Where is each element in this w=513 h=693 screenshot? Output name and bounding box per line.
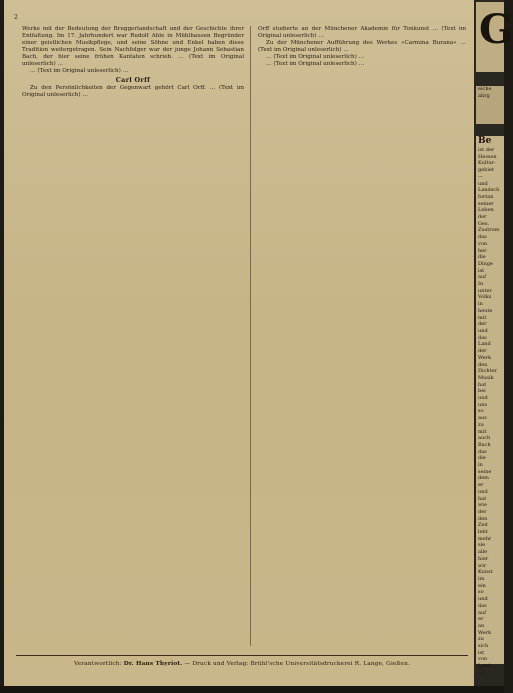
adjacent-text-line: unter [478,287,492,294]
adjacent-text-line: heute [478,307,493,314]
adjacent-text-line: zu [478,421,484,428]
adjacent-text-line: aus [478,415,487,422]
adjacent-text-line: Landsch [478,187,500,194]
adjacent-text-line: Werk [478,629,492,636]
adjacent-text-line: an [478,622,485,629]
column-divider [250,26,251,646]
adjacent-text-line: Zeit [478,522,489,529]
adjacent-text-line: mit [478,314,487,321]
adjacent-text-line: die [478,455,486,462]
adjacent-text-line: er [478,482,484,489]
adjacent-text-line: auch [478,435,491,442]
adjacent-headline-fragment: G [479,6,513,53]
adjacent-text-line: sie [478,542,486,549]
newspaper-sheet [4,0,474,686]
adjacent-text-line: Dinge [478,260,493,267]
adjacent-text-line: — [478,669,483,676]
section-title-carl-orff: Carl Orff [115,75,151,84]
adjacent-text-line: von [478,656,488,663]
left-column [22,26,244,646]
adjacent-text-line: in [478,462,483,469]
adjacent-text-line: Musik [478,374,494,381]
imprint-line [16,661,468,667]
adjacent-text-line: hat [478,495,487,502]
imprint-label: Verantwortlich: [73,661,122,667]
adjacent-text-line: Werk [478,354,492,361]
adjacent-text-line: Zustrom [478,227,500,234]
right-paragraph-2: Zu der Münchener Aufführung des Werkes »Carmina Burana« … (Text im Original unleserlich) … [258,39,466,53]
adjacent-text-line: auf [478,609,487,616]
adjacent-text-line: Kunst [478,569,493,576]
adjacent-text-line: den [478,515,488,522]
adjacent-text-line: der [478,508,487,515]
adjacent-text-line: auf [478,274,487,281]
adjacent-text-line: mit [478,428,487,435]
adjacent-subhead-line: ahrg [478,92,490,99]
adjacent-text-line: seiner [478,200,494,207]
adjacent-text-line: und [478,596,488,603]
adjacent-text-line: ist [478,649,485,656]
adjacent-text-line: Ges. [478,220,490,227]
adjacent-heading-fragment: Be [478,136,492,146]
adjacent-text-line: das [478,602,487,609]
adjacent-text-line: so [478,408,484,415]
adjacent-text-line: das [478,334,487,341]
adjacent-text-line: der [478,214,487,221]
adjacent-subhead-line: eiche [478,86,492,92]
right-paragraph-3: … (Text im Original unleserlich) … [266,53,365,60]
adjacent-text-line: dem [478,475,489,482]
adjacent-text-line: lebt [478,529,488,536]
adjacent-text-line: ist der [478,147,495,153]
adjacent-text-line: wir [478,562,487,569]
adjacent-text-line: ist [478,267,485,274]
photo-bottom-shadow [0,686,504,693]
adjacent-text-line: Bach [478,441,491,448]
adjacent-text-line: Land [478,341,491,348]
right-paragraph-1: Orff studierte an der Münchener Akademie für Tonkunst … (Text im Original unleserlich) … [258,26,466,39]
adjacent-text-line: Hessen [478,153,497,160]
right-paragraph-4: … (Text im Original unleserlich) … [266,60,365,67]
adjacent-text-lines [476,147,504,677]
adjacent-text-line: zu [478,636,484,643]
adjacent-page-column [476,136,504,676]
adjacent-text-line: alle [478,549,488,556]
adjacent-text-line: und [478,180,488,187]
adjacent-text-line: das [478,234,487,241]
adjacent-text-line: uns [478,401,488,408]
adjacent-text-line: fortan [478,193,494,200]
imprint-publisher: — Druck und Verlag: Brühl'sche Universitätsdruckerei R. Lange, Gießen. [184,661,411,667]
adjacent-text-line: das [478,448,487,455]
adjacent-text-line: er [478,616,484,623]
adjacent-page-subhead [476,86,504,124]
adjacent-text-line: Kultur- [478,160,496,167]
left-paragraph-closing: Zu den Persönlichkeiten der Gegenwart gehört Carl Orff. … (Text im Original unleserlich) … [22,84,244,98]
adjacent-text-line: den [478,361,488,368]
adjacent-text-line: seine [478,468,492,475]
adjacent-text-line: ein [478,582,486,589]
adjacent-text-line: her [478,247,487,254]
adjacent-text-line: In [478,281,484,288]
adjacent-text-line: hier [478,555,489,562]
adjacent-text-line: und [478,488,488,495]
adjacent-text-line: im [478,576,485,582]
page-number: 2 [14,14,18,21]
adjacent-text-line: von [478,240,488,247]
adjacent-text-line: der [478,321,487,328]
adjacent-text-line: bei [478,388,486,395]
right-column [258,26,466,646]
adjacent-text-line: und [478,327,488,334]
adjacent-text-line: Volks [478,294,492,301]
left-paragraph-1: Werke mit der Bedeutung der Bruggerlandschaft und der Geschichte ihrer Entfaltung. Im 17. Jahrhundert war Rudolf Ahle in Mühlhausen Begründer einer geistlichen Musikpflege, und seine Söhne und Enkel haben diese Tradition weitergetragen. Sein Nachfolger war der junge Johann Sebastian Bach, der hier seine frühen Kantaten schrieb. … (Text im Original unleserlich) … [22,26,244,67]
adjacent-text-line: sich [478,643,489,650]
adjacent-text-line: — [478,173,483,180]
adjacent-text-line: hat [478,381,487,388]
adjacent-text-line: mehr [478,535,492,542]
imprint-editor: Dr. Hans Thyriot. [123,661,183,667]
adjacent-text-line: Land [478,663,491,670]
adjacent-text-line: der [478,348,487,355]
adjacent-text-line: so [478,589,484,596]
adjacent-text-line: die [478,254,486,261]
adjacent-text-line: und [478,395,488,402]
adjacent-text-line: in [478,301,483,308]
adjacent-page-masthead [476,2,513,72]
adjacent-text-line: wie [478,502,487,509]
footer-rule [16,655,468,656]
left-paragraph-2: … (Text im Original unleserlich) … [30,67,129,74]
adjacent-text-line: gebiet [478,167,494,174]
adjacent-text-line: Leben [478,207,494,214]
adjacent-text-line: Dichter [478,368,497,375]
